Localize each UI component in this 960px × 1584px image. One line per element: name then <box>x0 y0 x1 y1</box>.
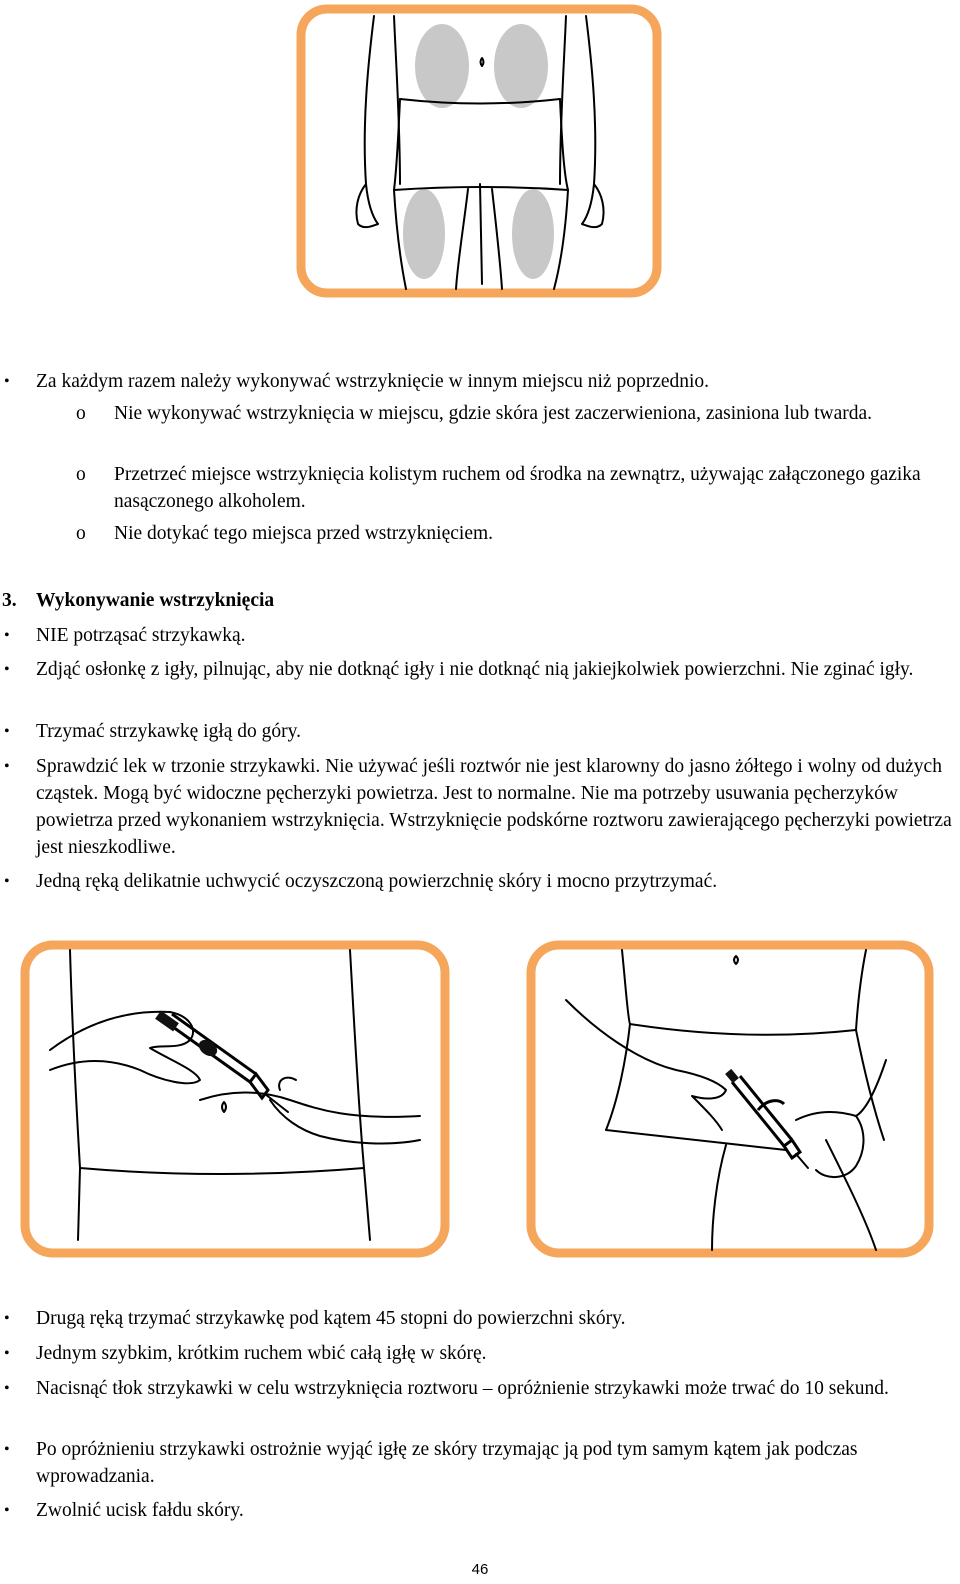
bullet-marker: • <box>4 661 10 678</box>
bullet-marker: • <box>4 1502 10 1519</box>
bullet-text: Trzymać strzykawkę igłą do góry. <box>36 721 301 742</box>
bullet-text: Zwolnić ucisk fałdu skóry. <box>36 1500 244 1521</box>
bullet-marker: • <box>4 627 10 644</box>
abdomen-left-site <box>415 24 469 108</box>
abdomen-injection-illustration <box>20 940 450 1258</box>
sub-item-text: Nie dotykać tego miejsca przed wstrzyknięciem. <box>114 523 494 544</box>
bullet-text: Nacisnąć tłok strzykawki w celu wstrzyknięcia roztworu – opróżnienie strzykawki może trwać do 10 sekund. <box>36 1378 889 1399</box>
bullet-marker: • <box>4 1441 10 1458</box>
bullet-text: Za każdym razem należy wykonywać wstrzyknięcie w innym miejscu niż poprzednio. <box>36 371 710 392</box>
syringe-icon <box>725 1069 808 1168</box>
thigh-injection-illustration <box>526 940 934 1258</box>
bullet-marker: • <box>4 723 10 740</box>
bullet-text: Drugą ręką trzymać strzykawkę pod kątem 45 stopni do powierzchni skóry. <box>36 1308 626 1329</box>
bullet-marker: • <box>4 873 10 890</box>
bullet-marker: • <box>4 373 10 390</box>
bullet-text: Jednym szybkim, krótkim ruchem wbić całą igłę w skórę. <box>36 1343 487 1364</box>
thigh-left-site <box>403 189 445 279</box>
injection-sites-body-illustration <box>296 4 662 298</box>
bullet-text: Zdjąć osłonkę z igły, pilnując, aby nie dotknąć igły i nie dotknąć nią jakiejkolwiek powierzchni. Nie zginać igły. <box>36 659 914 680</box>
sub-bullet-marker: o <box>76 523 86 544</box>
section-title: Wykonywanie wstrzyknięcia <box>36 590 275 611</box>
sub-bullet-marker: o <box>76 464 86 485</box>
orange-frame <box>301 9 657 293</box>
page-number: 46 <box>471 1561 489 1578</box>
bullet-marker: • <box>4 1345 10 1362</box>
bullet-marker: • <box>4 1380 10 1397</box>
section-number: 3. <box>2 590 17 611</box>
bullet-text: Jedną ręką delikatnie uchwycić oczyszczoną powierzchnię skóry i mocno przytrzymać. <box>36 871 718 892</box>
abdomen-injection-figure <box>20 940 450 1258</box>
thigh-injection-figure <box>526 940 934 1258</box>
bullet-marker: • <box>4 758 10 775</box>
bullet-text: Po opróżnieniu strzykawki ostrożnie wyjąć igłę ze skóry trzymając ją pod tym samym kątem jak podczas wprowadzania. <box>36 1439 858 1487</box>
sub-item-text: Przetrzeć miejsce wstrzyknięcia kolistym ruchem od środka na zewnątrz, używając załączonego gazika nasączonego alkoholem. <box>114 464 921 512</box>
bullet-text: Sprawdzić lek w trzonie strzykawki. Nie używać jeśli roztwór nie jest klarowny do jasno żółtego i wolny od dużych cząstek. Mogą być widoczne pęcherzyki powietrza. Jest to normalne. Nie ma potrzeby usuwania pęcherzyków powietrza przed wykonaniem wstrzyknięcia. Wstrzyknięcie podskórne roztworu zawierającego pęcherzyki powietrza jest nieszkodliwe. <box>36 756 952 858</box>
sub-item-text: Nie wykonywać wstrzyknięcia w miejscu, gdzie skóra jest zaczerwieniona, zasiniona lub twarda. <box>114 403 873 424</box>
bullet-text: NIE potrząsać strzykawką. <box>36 625 246 646</box>
bullet-marker: • <box>4 1310 10 1327</box>
sub-bullet-marker: o <box>76 403 86 424</box>
thigh-right-site <box>512 189 554 279</box>
abdomen-right-site <box>494 24 548 108</box>
injection-sites-figure <box>296 4 662 298</box>
orange-frame <box>25 945 445 1253</box>
